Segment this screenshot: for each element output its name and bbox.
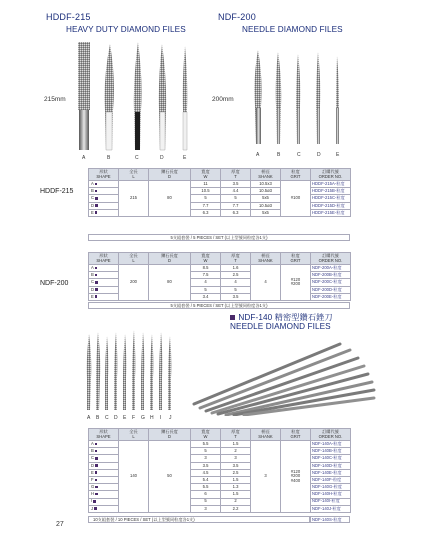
hddf215-file-a (78, 42, 90, 150)
shape-cell: H (89, 491, 119, 498)
ndf200-spec-table (88, 252, 351, 301)
shank-cell: 5x5 (251, 195, 281, 202)
order-cell: NDF-140G-粒度 (311, 484, 351, 491)
order-cell: NDF-200E-粒度 (311, 293, 351, 300)
header-grit: 粒度 GRIT (281, 429, 311, 441)
shape-cell: B (89, 188, 119, 195)
ndf140-set-order: NDF-140S-粒度 (310, 516, 350, 523)
header-length: 全長 L (119, 253, 149, 265)
shape-cell: C (89, 279, 119, 286)
ndf140-letter: H (150, 415, 154, 421)
thickness-cell: 1.3 (221, 484, 251, 491)
header-shape: 形狀 SHAPE (89, 429, 119, 441)
ndf140-file-b (96, 332, 100, 410)
header-grit: 粒度 GRIT (281, 253, 311, 265)
width-cell: 5 (191, 498, 221, 505)
ndf140-letter: G (141, 415, 145, 421)
ndf200-side-label: NDF-200 (40, 280, 69, 287)
shape-cell: C (89, 455, 119, 462)
length-cell: 215 (119, 181, 149, 217)
length-cell: 200 (119, 265, 149, 301)
shape-cell: A (89, 181, 119, 188)
thickness-cell: 1.5 (221, 476, 251, 483)
hddf215-files-image (72, 40, 202, 158)
header-order: 訂購代號 ORDER NO. (311, 429, 351, 441)
ndf200-files-image (248, 48, 348, 148)
ndf200-letters (248, 152, 348, 160)
thickness-cell: 1.5 (221, 491, 251, 498)
width-cell: 3.5 (191, 462, 221, 469)
ndf200-title: NEEDLE DIAMOND FILES (242, 25, 343, 34)
length-cell: 140 (119, 441, 149, 513)
ndf140-file-i (159, 332, 162, 410)
ndf200-length: 200mm (212, 96, 234, 103)
thickness-cell: 4.4 (221, 188, 251, 195)
ndf140-title: NEEDLE DIAMOND FILES (230, 322, 331, 331)
shank-cell: 4 (251, 265, 281, 301)
thickness-cell: 2 (221, 448, 251, 455)
order-cell: NDF-140I-粒度 (311, 498, 351, 505)
shape-cell: G (89, 484, 119, 491)
thickness-cell: 5 (221, 195, 251, 202)
grit-cell: #120 #200 #400 (281, 441, 311, 513)
ndf200-letter: C (297, 152, 301, 158)
shank-cell: 10.5ø3 (251, 202, 281, 209)
width-cell: 8.5 (191, 265, 221, 272)
order-cell: NDF-140H-粒度 (311, 491, 351, 498)
header-width: 寬度 W (191, 169, 221, 181)
ndf200-letter: E (336, 152, 340, 158)
thickness-cell: 3.5 (221, 181, 251, 188)
thickness-cell: 2.5 (221, 469, 251, 476)
width-cell: 5 (191, 448, 221, 455)
shank-cell: 5x5 (251, 209, 281, 216)
thickness-cell: 5 (221, 286, 251, 293)
thickness-cell: 2.5 (221, 272, 251, 279)
width-cell: 11 (191, 181, 221, 188)
width-cell: 3 (191, 505, 221, 512)
table-row (89, 181, 351, 188)
table-header-row (89, 429, 351, 441)
ndf140-letter: I (160, 415, 162, 421)
thickness-cell: 2.2 (221, 505, 251, 512)
order-cell: NDF-140D-粒度 (311, 462, 351, 469)
width-cell: 7.7 (191, 202, 221, 209)
shape-cell: C (89, 195, 119, 202)
hddf215-length: 215mm (44, 96, 66, 103)
width-cell: 7.5 (191, 272, 221, 279)
diamond-cell: 80 (149, 181, 191, 217)
shape-cell: B (89, 448, 119, 455)
header-shank: 柄徑 SHANK (251, 429, 281, 441)
width-cell: 5.5 (191, 484, 221, 491)
ndf140-letters (84, 415, 184, 423)
width-cell: 3.4 (191, 293, 221, 300)
width-cell: 3 (191, 455, 221, 462)
shape-cell: J (89, 505, 119, 512)
header-width: 寬度 W (191, 253, 221, 265)
ndf140-set-note: 10支組套裝 / 10 PIECES / SET (以上型號同粒度各1支) (88, 516, 310, 523)
ndf140-file-j (168, 336, 171, 410)
ndf200-letter: A (256, 152, 260, 158)
ndf200-letter: B (277, 152, 281, 158)
order-cell: NDF-140A-粒度 (311, 441, 351, 448)
hddf215-letter: E (183, 155, 187, 161)
thickness-cell: 1.6 (221, 265, 251, 272)
thickness-cell: 2 (221, 498, 251, 505)
width-cell: 5 (191, 195, 221, 202)
order-cell: NDF-200B-粒度 (311, 272, 351, 279)
order-cell: NDF-140E-粒度 (311, 469, 351, 476)
header-thickness: 厚度 T (221, 169, 251, 181)
ndf140-file-h (150, 334, 153, 410)
order-cell: NDF-140F-粒度 (311, 476, 351, 483)
order-cell: HDDF-215C-粒度 (311, 195, 351, 202)
header-thickness: 厚度 T (221, 429, 251, 441)
order-cell: NDF-200A-粒度 (311, 265, 351, 272)
hddf215-letters (72, 155, 202, 163)
ndf200-code: NDF-200 (218, 12, 256, 22)
order-cell: HDDF-215D-粒度 (311, 202, 351, 209)
header-shape: 形狀 SHAPE (89, 169, 119, 181)
ndf140-letter: B (96, 415, 100, 421)
grit-cell: #120 #200 (281, 265, 311, 301)
order-cell: HDDF-215A-粒度 (311, 181, 351, 188)
shape-cell: D (89, 462, 119, 469)
width-cell: 5 (191, 286, 221, 293)
ndf140-spec-table (88, 428, 351, 513)
ndf200-set-note: 5支組套裝 / 5 PIECES / SET (以上型號同粒度各1支) (88, 302, 350, 309)
thickness-cell: 1.5 (221, 441, 251, 448)
order-cell: NDF-200C-粒度 (311, 279, 351, 286)
header-order: 訂購代號 ORDER NO. (311, 253, 351, 265)
shape-cell: D (89, 202, 119, 209)
thickness-cell: 3.5 (221, 462, 251, 469)
ndf140-file-e (123, 334, 126, 410)
thickness-cell: 3.5 (221, 293, 251, 300)
order-cell: NDF-200D-粒度 (311, 286, 351, 293)
width-cell: 4 (191, 279, 221, 286)
width-cell: 6.3 (191, 209, 221, 216)
header-shank: 柄徑 SHANK (251, 253, 281, 265)
thickness-cell: 3 (221, 455, 251, 462)
width-cell: 10.5 (191, 188, 221, 195)
ndf140-file-c (105, 336, 108, 410)
ndf200-letter: D (317, 152, 321, 158)
shape-cell: B (89, 272, 119, 279)
header-diamond: 鑽石長度 D (149, 169, 191, 181)
shank-cell: 10.5ø3 (251, 188, 281, 195)
diamond-cell: 80 (149, 265, 191, 301)
header-diamond: 鑽石長度 D (149, 429, 191, 441)
shape-cell: E (89, 293, 119, 300)
table-header-row (89, 169, 351, 181)
width-cell: 6 (191, 491, 221, 498)
header-width: 寬度 W (191, 429, 221, 441)
table-header-row (89, 253, 351, 265)
ndf140-letter: C (105, 415, 109, 421)
width-cell: 5.4 (191, 476, 221, 483)
header-length: 全長 L (119, 169, 149, 181)
shape-cell: A (89, 265, 119, 272)
thickness-cell: 6.3 (221, 209, 251, 216)
order-cell: NDF-140J-粒度 (311, 505, 351, 512)
section-bullet-icon (230, 315, 235, 320)
diamond-cell: 50 (149, 441, 191, 513)
header-order: 訂購代號 ORDER NO. (311, 169, 351, 181)
ndf140-letter: E (123, 415, 127, 421)
hddf215-letter: C (135, 155, 139, 161)
hddf215-spec-table (88, 168, 351, 217)
shank-cell: 3 (251, 441, 281, 513)
header-length: 全長 L (119, 429, 149, 441)
header-diamond: 鑽石長度 D (149, 253, 191, 265)
hddf215-set-note: 5支組套裝 / 5 PIECES / SET (以上型號同粒度各1支) (88, 234, 350, 241)
shape-cell: E (89, 209, 119, 216)
ndf140-files-image (84, 328, 184, 414)
table-row (89, 441, 351, 448)
thickness-cell: 7.7 (221, 202, 251, 209)
hddf215-side-label: HDDF-215 (40, 188, 74, 195)
ndf140-letter: F (132, 415, 136, 421)
ndf140-letter: J (169, 415, 172, 421)
shape-cell: D (89, 286, 119, 293)
hddf215-letter: A (82, 155, 86, 161)
ndf140-letter: A (87, 415, 91, 421)
hddf215-letter: B (107, 155, 111, 161)
ndf140-letter: D (114, 415, 118, 421)
order-cell: NDF-140C-粒度 (311, 455, 351, 462)
hddf215-code: HDDF-215 (46, 12, 91, 22)
header-grit: 粒度 GRIT (281, 169, 311, 181)
ndf140-file-g (141, 332, 144, 410)
order-cell: HDDF-215E-粒度 (311, 209, 351, 216)
shape-cell: A (89, 441, 119, 448)
shank-cell: 10.5x3 (251, 181, 281, 188)
hddf215-title: HEAVY DUTY DIAMOND FILES (66, 25, 186, 34)
ndf140-cn-title: 精密型鑽石銼刀 (274, 313, 333, 322)
shape-cell: E (89, 469, 119, 476)
table-row (89, 265, 351, 272)
thickness-cell: 4 (221, 279, 251, 286)
header-shape: 形狀 SHAPE (89, 253, 119, 265)
ndf140-file-d (114, 332, 117, 410)
ndf140-file-a (87, 334, 92, 410)
order-cell: NDF-140B-粒度 (311, 448, 351, 455)
order-cell: HDDF-215B-粒度 (311, 188, 351, 195)
width-cell: 5.5 (191, 441, 221, 448)
shape-cell: I (89, 498, 119, 505)
ndf140-code: NDF-140 (238, 313, 273, 322)
header-shank: 柄徑 SHANK (251, 169, 281, 181)
ndf140-file-f (132, 330, 135, 410)
header-thickness: 厚度 T (221, 253, 251, 265)
hddf215-letter: D (160, 155, 164, 161)
shape-cell: F (89, 476, 119, 483)
grit-cell: #100 (281, 181, 311, 217)
page-number: 27 (56, 521, 64, 528)
width-cell: 4.5 (191, 469, 221, 476)
ndf140-fanned-files-image (190, 336, 376, 416)
